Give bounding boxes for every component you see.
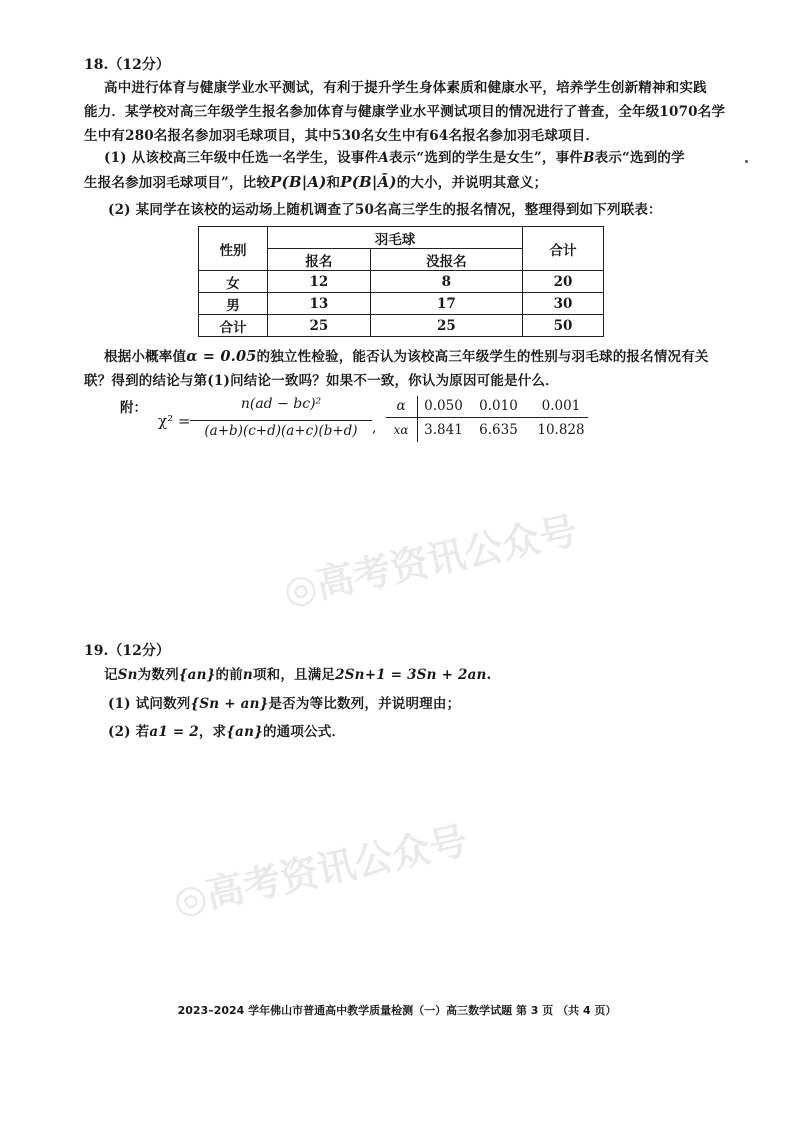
table-row (199, 293, 604, 315)
appendix-label: 附： (120, 400, 147, 416)
q19-part2 (108, 720, 748, 744)
alpha-value: α = 0.05 (186, 348, 257, 365)
cell: 12 (268, 271, 371, 293)
sn-symbol: Sn (117, 667, 138, 683)
q19-line1 (104, 663, 744, 687)
divider (386, 417, 588, 418)
n-symbol: n (242, 667, 253, 683)
watermark: ◎高考资讯公众号 (169, 818, 472, 924)
period: . (486, 667, 492, 683)
contingency-table (198, 226, 604, 337)
text: 的大小，并说明其意义； (396, 175, 548, 191)
header-badminton: 羽毛球 (268, 227, 523, 249)
an-sequence: {an} (226, 724, 263, 740)
alpha-header: α (396, 398, 406, 414)
a1-condition: a1 = 2 (149, 724, 199, 740)
chi-square-lhs: χ² = (158, 412, 191, 430)
row-label: 女 (199, 271, 268, 293)
text: 的通项公式． (262, 724, 346, 740)
q18-part1-line2 (84, 170, 744, 195)
formula-denominator: (a+b)(c+d)(a+c)(b+d) (204, 423, 358, 439)
cell: 20 (523, 271, 604, 293)
text: 表示“选到的学 (594, 150, 685, 166)
critical-value: 10.828 (537, 422, 585, 438)
q18-after-line1 (104, 345, 754, 369)
event-b: B (583, 150, 595, 166)
cell: 50 (523, 315, 604, 337)
q18-intro-line1: 高中进行体育与健康学业水平测试，有利于提升学生身体素质和健康水平，培养学生创新精神和实践 (104, 80, 707, 96)
chi-square-formula (190, 396, 372, 439)
q19-heading: 19.（12分） (84, 643, 170, 659)
critical-value: 3.841 (424, 422, 463, 438)
text: (1) 从该校高三年级中任选一名学生，设事件 (104, 150, 379, 166)
text: 表示“选到的学生是女生”，事件 (388, 150, 583, 166)
q18-heading: 18.（12分） (84, 57, 170, 73)
header-gender: 性别 (199, 227, 268, 271)
sequence-expression: {Sn + an} (190, 696, 269, 712)
q18-part2: (2) 某同学在该校的运动场上随机调查了50名高三学生的报名情况，整理得到如下列联表： (108, 202, 662, 218)
text: 记 (104, 667, 118, 683)
text: (1) 试问数列 (108, 696, 191, 712)
table-row (199, 315, 604, 337)
critical-value-table (386, 394, 596, 442)
text: ，求 (198, 724, 227, 740)
cell: 13 (268, 293, 371, 315)
q18-after-line2: 联？得到的结论与第(1)问结论一致吗？如果不一致，你认为原因可能是什么． (84, 373, 559, 389)
header-signed: 报名 (268, 249, 371, 271)
text: 项和，且满足 (252, 667, 336, 683)
alpha-value: 0.050 (424, 398, 463, 414)
q18-intro-line2: 能力．某学校对高三年级学生报名参加体育与健康学业水平测试项目的情况进行了普查，全年级1070名学 (84, 104, 726, 120)
watermark: ◎高考资讯公众号 (279, 508, 582, 614)
prob-b-given-a: P(B|A) (270, 173, 327, 191)
cell: 25 (268, 315, 371, 337)
q19-part1 (108, 692, 748, 716)
header-not-signed: 没报名 (370, 249, 522, 271)
q18-part1-line1 (104, 146, 754, 170)
an-sequence: {an} (178, 667, 216, 683)
text: 的独立性检验，能否认为该校高三年级学生的性别与羽毛球的报名情况有关 (256, 349, 709, 365)
cell: 30 (523, 293, 604, 315)
text: 的前 (215, 667, 243, 683)
divider (417, 396, 418, 442)
text: 是否为等比数列，并说明理由； (268, 696, 461, 712)
row-label: 男 (199, 293, 268, 315)
header-total: 合计 (523, 227, 604, 271)
prob-b-given-not-a: P(B|Ā) (340, 173, 397, 191)
cell: 8 (370, 271, 522, 293)
row-label: 合计 (199, 315, 268, 337)
formula-numerator: n(ad − bc)² (240, 396, 322, 412)
text: 和 (326, 175, 341, 191)
alpha-value: 0.001 (541, 398, 581, 414)
comma: , (372, 420, 377, 436)
alpha-value: 0.010 (479, 398, 518, 414)
q18-intro-line3: 生中有280名报名参加羽毛球项目，其中530名女生中有64名报名参加羽毛球项目． (84, 128, 600, 144)
fraction-bar (190, 420, 372, 421)
cell: 25 (370, 315, 522, 337)
page-footer: 2023–2024 学年佛山市普通高中教学质量检测（一）高三数学试题 第 3 页 （共 4 页） (177, 1004, 617, 1017)
text: 根据小概率值 (104, 349, 187, 365)
cell: 17 (370, 293, 522, 315)
critical-value: 6.635 (479, 422, 518, 438)
text: 生报名参加羽毛球项目”，比较 (84, 175, 271, 191)
recurrence-equation: 2Sn+1 = 3Sn + 2an (335, 667, 487, 683)
table-row (199, 271, 604, 293)
text: 为数列 (137, 667, 179, 683)
text: (2) 若 (108, 724, 150, 740)
event-a: A (378, 150, 389, 166)
x-alpha-header: xα (393, 423, 409, 437)
